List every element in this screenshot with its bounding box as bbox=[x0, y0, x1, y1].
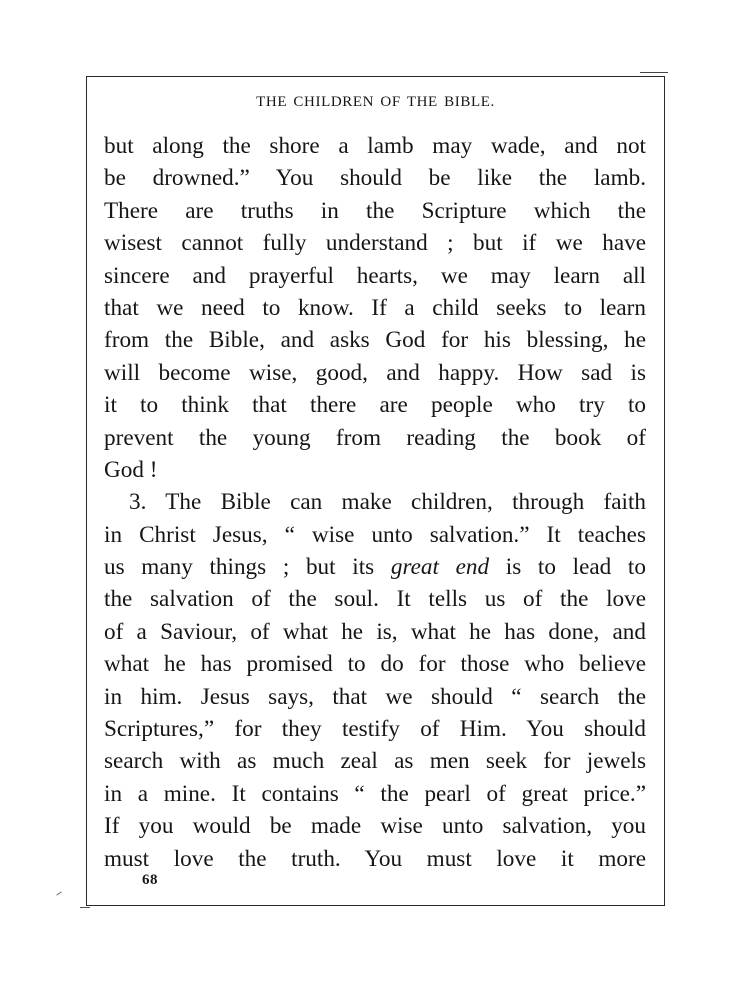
paragraph-end-line: God ! bbox=[104, 456, 158, 483]
text-line: in a mine. It contains “ the pearl of great price.” bbox=[104, 780, 646, 807]
line-text: is to lead to bbox=[489, 554, 646, 581]
text-line: There are truths in the Scripture which the bbox=[104, 197, 646, 224]
text-line: be drowned.” You should be like the lamb. bbox=[104, 165, 646, 192]
print-speck bbox=[56, 891, 61, 895]
text-line: will become wise, good, and happy. How sad is bbox=[104, 359, 646, 386]
border-rule-extension bbox=[640, 72, 668, 73]
border-rule-extension bbox=[80, 907, 90, 908]
text-line: search with as much zeal as men seek for jewels bbox=[104, 748, 646, 775]
page-number: 68 bbox=[142, 872, 158, 888]
text-line: in him. Jesus says, that we should “ search the bbox=[104, 683, 646, 710]
paragraph-start-line: 3. The Bible can make children, through faith bbox=[129, 489, 646, 516]
line-text: us many things ; but its bbox=[104, 554, 391, 581]
text-line: from the Bible, and asks God for his blessing, he bbox=[104, 327, 646, 354]
text-line: sincere and prayerful hearts, we may learn all bbox=[104, 262, 646, 289]
text-line: it to think that there are people who try to bbox=[104, 392, 646, 419]
text-line: but along the shore a lamb may wade, and not bbox=[104, 133, 646, 159]
text-line: of a Saviour, of what he is, what he has done, and bbox=[104, 618, 646, 645]
text-line: that we need to know. If a child seeks to learn bbox=[104, 294, 646, 321]
text-line: in Christ Jesus, “ wise unto salvation.” It teaches bbox=[104, 521, 646, 548]
text-line: Scriptures,” for they testify of Him. You should bbox=[104, 716, 646, 743]
text-line: what he has promised to do for those who believe bbox=[104, 651, 646, 678]
text-line: must love the truth. You must love it more bbox=[104, 845, 646, 872]
text-line: the salvation of the soul. It tells us of the love bbox=[104, 586, 646, 613]
running-head: THE CHILDREN OF THE BIBLE. bbox=[256, 94, 495, 110]
text-line: wisest cannot fully understand ; but if we have bbox=[104, 230, 646, 257]
text-line: If you would be made wise unto salvation, you bbox=[104, 813, 646, 840]
text-line: prevent the young from reading the book of bbox=[104, 424, 646, 451]
text-line-with-emphasis bbox=[104, 551, 646, 583]
body-text bbox=[104, 130, 646, 875]
emphasized-phrase: great end bbox=[390, 554, 490, 581]
